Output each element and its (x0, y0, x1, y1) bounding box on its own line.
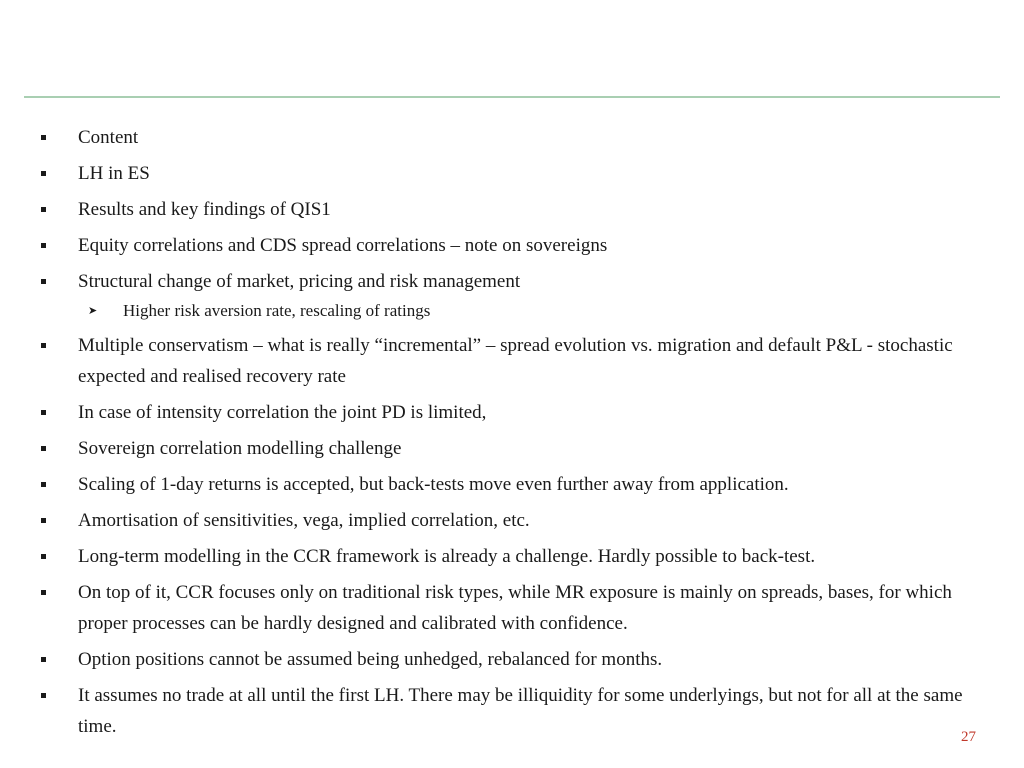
square-bullet-icon (41, 207, 46, 212)
list-item (38, 505, 988, 536)
list-item (38, 122, 988, 153)
square-bullet-icon (41, 590, 46, 595)
list-item (38, 194, 988, 225)
list-item (38, 330, 988, 392)
list-item-text: Multiple conservatism – what is really “incremental” – spread evolution vs. migration and default P&L - stochastic expected and realised recovery rate (78, 335, 953, 387)
bullet-list (38, 122, 988, 747)
square-bullet-icon (41, 135, 46, 140)
list-item (38, 644, 988, 675)
list-item-text: Option positions cannot be assumed being unhedged, rebalanced for months. (78, 649, 663, 670)
square-bullet-icon (41, 171, 46, 176)
square-bullet-icon (41, 410, 46, 415)
arrow-bullet-icon: ➤ (88, 304, 98, 317)
square-bullet-icon (41, 657, 46, 662)
list-item (38, 469, 988, 500)
list-item-text: Equity correlations and CDS spread correlations – note on sovereigns (78, 235, 608, 256)
page-number: 27 (961, 729, 976, 745)
sub-list-item-text: Higher risk aversion rate, rescaling of ratings (123, 301, 431, 320)
square-bullet-icon (41, 482, 46, 487)
list-item-text: Scaling of 1-day returns is accepted, but back-tests move even further away from application. (78, 474, 789, 495)
square-bullet-icon (41, 343, 46, 348)
square-bullet-icon (41, 446, 46, 451)
list-item-text: Sovereign correlation modelling challenge (78, 438, 402, 459)
square-bullet-icon (41, 518, 46, 523)
list-item (38, 680, 988, 742)
list-item (38, 230, 988, 261)
list-item-text: It assumes no trade at all until the first LH. There may be illiquidity for some underlyings, but not for all at the same time. (78, 685, 963, 737)
list-item-text: Content (78, 127, 139, 148)
list-item-text: Amortisation of sensitivities, vega, implied correlation, etc. (78, 510, 530, 531)
square-bullet-icon (41, 554, 46, 559)
list-item-text: Long-term modelling in the CCR framework is already a challenge. Hardly possible to back-test. (78, 546, 816, 567)
sub-list-item (38, 298, 988, 324)
list-item-text: LH in ES (78, 163, 150, 184)
title-divider (24, 96, 1000, 98)
list-item-text: On top of it, CCR focuses only on traditional risk types, while MR exposure is mainly on spreads, bases, for which proper processes can be hardly designed and calibrated with confidence. (78, 582, 952, 634)
list-item (38, 397, 988, 428)
list-item-text: In case of intensity correlation the joint PD is limited, (78, 402, 487, 423)
square-bullet-icon (41, 693, 46, 698)
list-item (38, 433, 988, 464)
list-item (38, 158, 988, 189)
list-item (38, 266, 988, 297)
list-item (38, 541, 988, 572)
square-bullet-icon (41, 243, 46, 248)
square-bullet-icon (41, 279, 46, 284)
list-item-text: Results and key findings of QIS1 (78, 199, 331, 220)
list-item-text: Structural change of market, pricing and risk management (78, 271, 521, 292)
list-item (38, 577, 988, 639)
